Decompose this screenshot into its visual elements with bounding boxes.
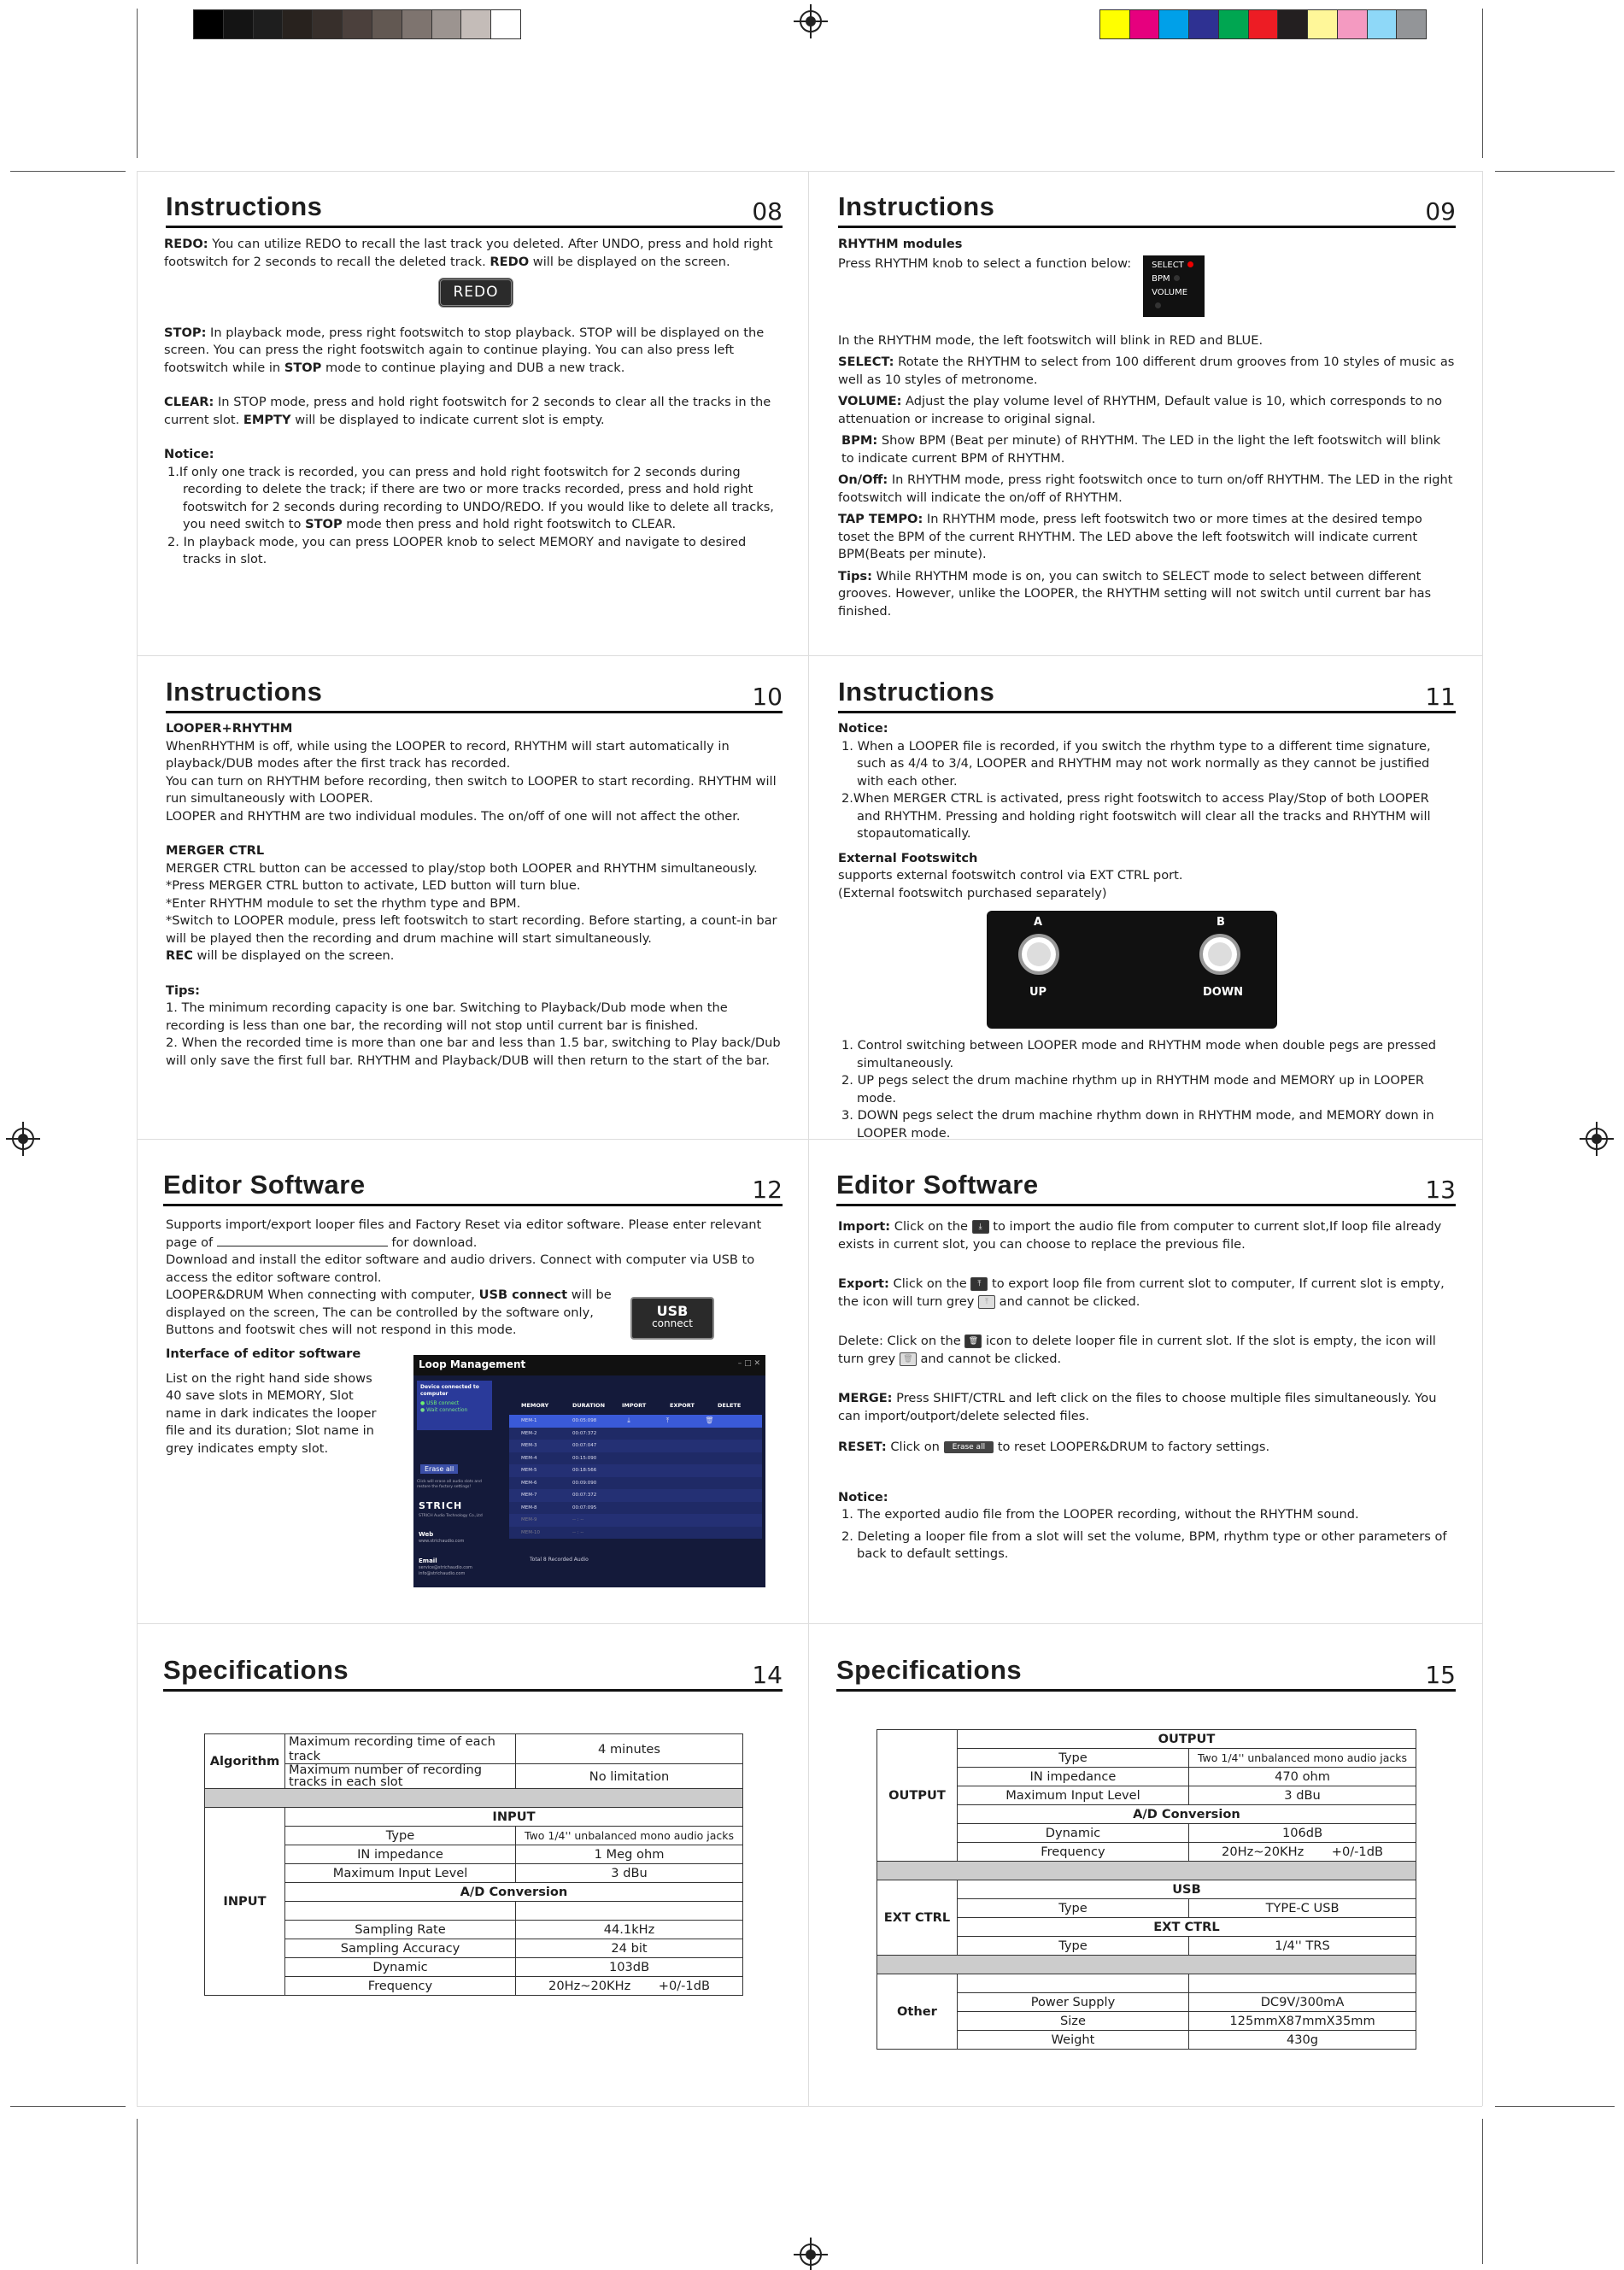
slot-duration: -- : -- (572, 1529, 584, 1535)
panel-border (137, 1623, 1482, 1624)
registration-mark-bottom (800, 2244, 822, 2266)
page-title: Instructions (838, 191, 995, 221)
footswitch-b-knob (1199, 934, 1240, 975)
page-title: Instructions (838, 677, 995, 707)
crop-mark (1495, 2106, 1615, 2107)
page-title: Editor Software (836, 1170, 1039, 1200)
notice-item: 1.If only one track is recorded, you can press and hold right footswitch for 2 seconds during recording to delete the track; if there are two or more tracks recorded, press and hold right footswitch for 2 seconds during recording to UNDO/REDO. If you would like to delete all tracks, you need switch to STOP mode then press and hold right footswitch to CLEAR. (167, 464, 774, 531)
redo-paragraph: REDO: You can utilize REDO to recall the last track you deleted. After UNDO, press and hold right footswitch for 2 seconds to recall the deleted track. REDO will be displayed on the screen. (164, 237, 773, 269)
slot-duration: 00:07:372 (572, 1493, 597, 1498)
slot-name: MEM-2 (521, 1430, 537, 1436)
window-controls[interactable]: – □ ✕ (737, 1359, 760, 1368)
calibration-swatch (224, 10, 254, 38)
import-icon: ⤓ (972, 1220, 989, 1234)
slot-duration: 00:15:090 (572, 1455, 597, 1461)
crop-mark (10, 2106, 126, 2107)
slot-duration: 00:07:095 (572, 1505, 597, 1510)
page-number: 10 (752, 683, 783, 711)
page-number: 14 (752, 1661, 783, 1689)
page-number: 13 (1425, 1176, 1456, 1204)
redo-screen-display: REDO (438, 278, 513, 308)
calibration-swatch (402, 10, 432, 38)
external-footswitch-image: A B UP DOWN (987, 911, 1277, 1029)
rhythm-intro: In the RHYTHM mode, the left footswitch will blink in RED and BLUE. (838, 332, 1263, 348)
page-header-14 (163, 1647, 783, 1692)
slot-duration: -- : -- (572, 1517, 584, 1522)
panel-border (137, 171, 1482, 172)
panel-border (137, 2106, 1482, 2107)
page-number: 08 (752, 197, 783, 226)
notice-item: 2. In playback mode, you can press LOOPER knob to select MEMORY and navigate to desired tracks in slot. (167, 534, 747, 566)
slot-table-header: MEMORY DURATION IMPORT EXPORT DELETE (521, 1402, 742, 1409)
page-08-body (164, 236, 788, 569)
calibration-swatch (1100, 10, 1130, 38)
rhythm-modules-heading: RHYTHM modules (838, 237, 963, 251)
slot-name: MEM-6 (521, 1480, 537, 1486)
slot-row[interactable] (509, 1415, 762, 1428)
slot-name: MEM-3 (521, 1443, 537, 1448)
stop-paragraph: STOP: In playback mode, press right footswitch to stop playback. STOP will be displayed on the screen. You can press the right footswitch again to continue playing. You can also press left footswitch while in STOP mode to continue playing and DUB a new track. (164, 325, 765, 375)
slot-duration: 00:05:098 (572, 1418, 597, 1423)
page-title: Specifications (836, 1655, 1023, 1685)
slot-duration: 00:07:372 (572, 1430, 597, 1436)
slot-row[interactable] (509, 1502, 762, 1515)
crop-mark (1495, 171, 1615, 172)
slot-row[interactable] (509, 1440, 762, 1452)
slot-name: MEM-7 (521, 1493, 537, 1498)
press-rhythm-text: Press RHYTHM knob to select a function below: (838, 255, 1132, 271)
slot-name: MEM-10 (521, 1529, 540, 1535)
slot-row[interactable] (509, 1464, 762, 1477)
crop-mark (1482, 2119, 1483, 2264)
page-header-09 (838, 184, 1456, 228)
page-header-13 (836, 1162, 1456, 1206)
color-calibration-bar (1099, 9, 1427, 39)
spec-table-15: OUTPUT OUTPUT Type Two 1/4'' unbalanced mono audio jacks IN impedance 470 ohm Maximum Input Level 3 dBu A/D Conversion Dynamic 106dB Frequency 20Hz~20KHz +0/-1dB EXT CTRL USB Type TYPE-C USB EXT CTRL Type 1/4'' TRS Other Power Supply DC9V/300mA Size 125mmX87mmX35mm Weight 430g (876, 1729, 1416, 2050)
usb-connect-display: USB connect (630, 1297, 714, 1340)
slot-name: MEM-9 (521, 1517, 537, 1522)
calibration-swatch (1130, 10, 1160, 38)
delete-icon-grey: 🗑 (900, 1352, 917, 1366)
page-header-11 (838, 669, 1456, 713)
calibration-swatch (1397, 10, 1426, 38)
page-header-08 (166, 184, 783, 228)
export-icon: ⤒ (970, 1277, 988, 1291)
calibration-swatch (1189, 10, 1219, 38)
erase-all-button[interactable]: Erase all (420, 1464, 458, 1474)
page-title: Instructions (166, 677, 323, 707)
page-title: Instructions (166, 191, 323, 221)
clear-paragraph: CLEAR: In STOP mode, press and hold right footswitch for 2 seconds to clear all the tracks in the current slot. EMPTY will be displayed to indicate current slot is empty. (164, 395, 771, 427)
page-header-15 (836, 1647, 1456, 1692)
rhythm-menu-display: SELECT BPM VOLUME (1143, 255, 1205, 317)
calibration-swatch (1159, 10, 1189, 38)
grayscale-calibration-bar (193, 9, 521, 39)
slot-duration: 00:07:047 (572, 1443, 597, 1448)
delete-icon[interactable]: 🗑 (705, 1417, 714, 1424)
import-icon[interactable]: ⤓ (627, 1417, 630, 1424)
page-number: 12 (752, 1176, 783, 1204)
crop-mark (1482, 9, 1483, 158)
window-title: Loop Management (419, 1358, 526, 1370)
calibration-swatch (1249, 10, 1279, 38)
slot-name: MEM-8 (521, 1505, 537, 1510)
page-number: 09 (1425, 197, 1456, 226)
calibration-swatch (1308, 10, 1338, 38)
slot-duration: 00:09:090 (572, 1480, 597, 1486)
slot-duration: 00:18:566 (572, 1468, 597, 1473)
erase-all-button-icon: Erase all (944, 1441, 994, 1453)
page-number: 15 (1425, 1661, 1456, 1689)
registration-mark-top (800, 10, 822, 32)
delete-icon: 🗑 (964, 1334, 982, 1348)
loop-management-window: Loop Management – □ ✕ Device connected to computer ● USB connect ● Wait connection Erase all Click will erase all audio slots and restore the factory settings! STRICH STRICH Audio Technology Co.,Ltd Web www.strichaudio.com Email service@strichaudio.com info@strichaudio.com MEMORY DURATION IMPORT EXPORT DELETE MEM-1 00:05:098 ⤓ ⤒ 🗑 MEM-2 00:07:372 MEM-3 00:07:047 MEM-4 00:15:090 MEM-5 00:18:566 MEM-6 00:09:090 MEM-7 00:07:372 MEM-8 00:07:095 MEM-9 -- : -- MEM-10 -- : -- Total 8 Recorded Audio (413, 1355, 765, 1587)
calibration-swatch (432, 10, 462, 38)
calibration-swatch (1278, 10, 1308, 38)
calibration-swatch (461, 10, 491, 38)
crop-mark (10, 171, 126, 172)
calibration-swatch (1338, 10, 1368, 38)
slot-row[interactable] (509, 1477, 762, 1490)
calibration-swatch (1368, 10, 1398, 38)
panel-border (137, 655, 1482, 656)
page-header-10 (166, 669, 783, 713)
footswitch-a-knob (1018, 934, 1059, 975)
crop-mark (137, 2119, 138, 2264)
slot-row[interactable] (509, 1527, 762, 1540)
calibration-swatch (491, 10, 520, 38)
page-title: Specifications (163, 1655, 349, 1685)
slot-name: MEM-4 (521, 1455, 537, 1461)
slot-name: MEM-1 (521, 1418, 537, 1423)
registration-mark-right (1586, 1128, 1608, 1150)
page-09-body: RHYTHM modules Press RHYTHM knob to select a function below: SELECT BPM VOLUME In the RHYTHM mode, the left footswitch will blink in RED and BLUE. SELECT: Rotate the RHYTHM to select from 100 different drum grooves from 10 styles of music as well as 10 styles of metronome. VOLUME: Adjust the play volume level of RHYTHM, Default value is 10, which corresponds to no attenuation or increase to original signal. BPM: Show BPM (Beat per minute) of RHYTHM. The LED in the light the left footswitch will blink to indicate current BPM of RHYTHM. On/Off: In RHYTHM mode, press right footswitch once to turn on/off RHYTHM. The LED in the right footswitch will indicate the on/off of RHYTHM. TAP TEMPO: In RHYTHM mode, press left footswitch two or more times at the desired tempo toset the BPM of the current RHYTHM. The LED above the left footswitch will indicate current BPM(Beats per minute). Tips: While RHYTHM mode is on, you can switch to SELECT mode to select between different grooves. However, unlike the LOOPER, the RHYTHM setting will not switch until current bar has finished. (838, 237, 1455, 619)
page-number: 11 (1425, 683, 1456, 711)
spec-table-14: Algorithm Maximum recording time of each track 4 minutes Maximum number of recording tracks in each slot No limitation INPUT INPUT Type Two 1/4'' unbalanced mono audio jacks IN impedance 1 Meg ohm Maximum Input Level 3 dBu A/D Conversion Sampling Rate 44.1kHz Sampling Accuracy 24 bit Dynamic 103dB Frequency 20Hz~20KHz +0/-1dB (204, 1733, 743, 1996)
editor-interface-description: Interface of editor software List on the right hand side shows 40 save slots in MEMORY, Slot name in dark indicates the looper file and its duration; Slot name in grey indicates empty slot. (166, 1346, 377, 1456)
page-13-body: Import: Click on the ⤓ to import the audio file from computer to current slot,If loop file already exists in current slot, you can choose to replace the previous file. Export: Click on the ⤒ to export loop file from current slot to computer, If current slot is empty, the icon will turn grey ⤒ and cannot be clicked. Delete: Click on the 🗑 icon to delete looper file in current slot. If the slot is empty, the icon will turn grey 🗑 and cannot be clicked. MERGE: Press SHIFT/CTRL and left click on the files to choose multiple files simultaneously. You can import/outport/delete selected files. RESET: Click on Erase all to reset LOOPER&DRUM to factory settings. Notice: 1. The exported audio file from the LOOPER recording, without the RHYTHM sound. 2. Deleting a looper file from a slot will set the volume, BPM, rhythm type or other parameters of back to default settings. (838, 1219, 1447, 1561)
calibration-swatch (372, 10, 402, 38)
calibration-swatch (283, 10, 313, 38)
calibration-swatch (254, 10, 284, 38)
brand-logo: STRICH (419, 1500, 463, 1511)
calibration-swatch (1219, 10, 1249, 38)
export-icon-grey: ⤒ (978, 1295, 995, 1309)
panel-border (1482, 171, 1483, 2106)
page-11-body: Notice: 1. When a LOOPER file is recorded, if you switch the rhythm type to a different time signature, such as 4/4 to 3/4, LOOPER and RHYTHM may not work normally as they cannot be justified with each other. 2.When MERGER CTRL is activated, press right footswitch to access Play/Stop of both LOOPER and RHYTHM. Pressing and holding right footswitch will clear all the tracks and RHYTHM will stopautomatically. External Footswitch supports external footswitch control via EXT CTRL port. (External footswitch purchased separately) A B UP DOWN 1. Control switching between LOOPER mode and RHYTHM mode when double pegs are pressed simultaneously. 2. UP pegs select the drum machine rhythm up in RHYTHM mode and MEMORY up in LOOPER mode. 3. DOWN pegs select the drum machine rhythm down in RHYTHM mode, and MEMORY down in LOOPER mode. (838, 721, 1436, 1141)
calibration-swatch (194, 10, 224, 38)
notice-heading: Notice: (164, 447, 214, 461)
slot-table (509, 1415, 762, 1539)
slot-row[interactable] (509, 1514, 762, 1527)
slot-row[interactable] (509, 1428, 762, 1440)
slot-row[interactable] (509, 1452, 762, 1465)
slot-name: MEM-5 (521, 1468, 537, 1473)
export-icon[interactable]: ⤒ (665, 1417, 670, 1424)
page-10-body: LOOPER+RHYTHM WhenRHYTHM is off, while using the LOOPER to record, RHYTHM will start automatically in playback/DUB modes after the first track has recorded. You can turn on RHYTHM before recording, then switch to LOOPER to start recording. RHYTHM will run simultaneously with LOOPER. LOOPER and RHYTHM are two individual modules. The on/off of one will not affect the other. MERGER CTRL MERGER CTRL button can be accessed to play/stop both LOOPER and RHYTHM simultaneously. *Press MERGER CTRL button to activate, LED button will turn blue. *Enter RHYTHM module to set the rhythm type and BPM. *Switch to LOOPER module, press left footswitch to start recording. Before starting, a count-in bar will be played then the recording and drum machine will start simultaneously. REC will be displayed on the screen. Tips: 1. The minimum recording capacity is one bar. Switching to Playback/Dub mode when the recording is less than one bar, the recording will not stop until current bar is finished. 2. When the recorded time is more than one bar and less than 1.5 bar, switching to Play back/Dub will only save the first full bar. RHYTHM and Playback/DUB will then return to the start of the bar. (166, 721, 781, 1068)
calibration-swatch (343, 10, 372, 38)
page-title: Editor Software (163, 1170, 366, 1200)
page-header-12 (163, 1162, 783, 1206)
calibration-swatch (313, 10, 343, 38)
page-12-body: Supports import/export looper files and Factory Reset via editor software. Please enter relevant page of for download. Download and install the editor software and audio drivers. Connect with computer via USB to access the editor software control. LOOPER&DRUM When connecting with computer, USB connect will be displayed on the screen, The can be controlled by the software only, Buttons and footswit ches will not respond in this mode. USB connect (166, 1217, 789, 1340)
slot-row[interactable] (509, 1489, 762, 1502)
registration-mark-left (12, 1128, 34, 1150)
crop-mark (137, 9, 138, 158)
